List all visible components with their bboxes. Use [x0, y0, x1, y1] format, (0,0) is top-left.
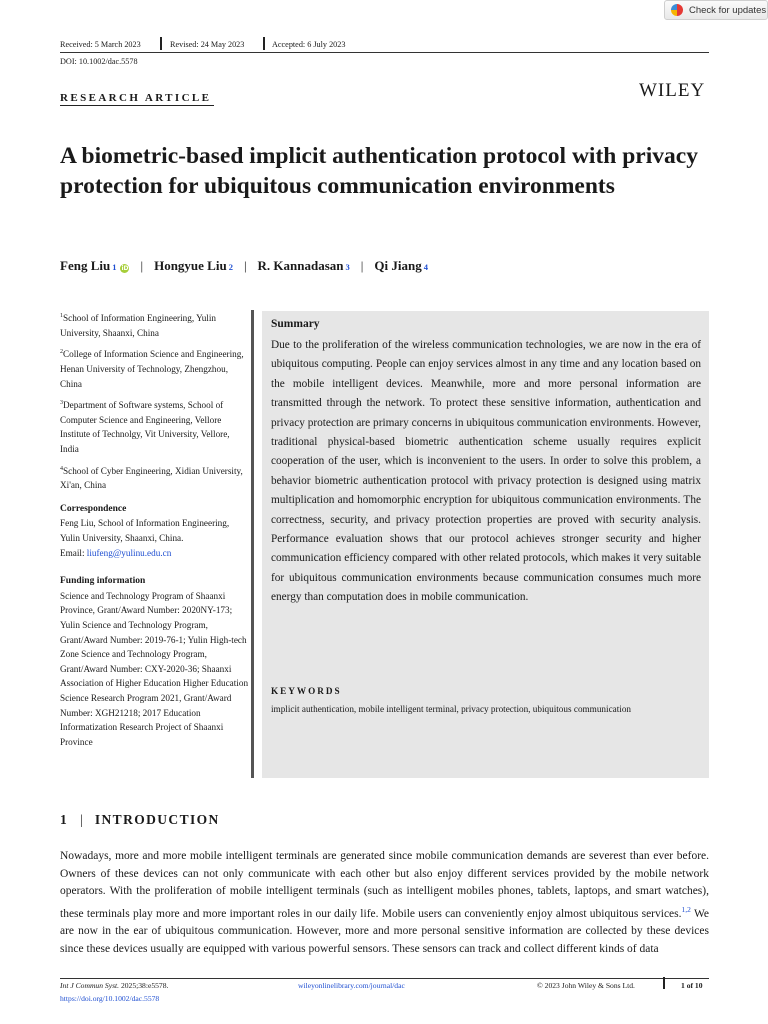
publisher-logo: WILEY — [639, 80, 706, 101]
doi: DOI: 10.1002/dac.5578 — [60, 57, 138, 66]
author-affiliation-ref[interactable]: 2 — [228, 262, 233, 272]
header-divider — [263, 37, 265, 50]
affiliation-number: 4 — [60, 465, 63, 472]
keywords-heading: KEYWORDS — [271, 686, 342, 696]
section-heading — [60, 812, 220, 828]
summary-text: Due to the proliferation of the wireless communication technologies, we are now in the era of ubiquitous computing. People can enjoy services almost in any time and any location based on the mobile intelligent devices. Meanwhile, more and more personal information are transmitted through the network. To protect these sensitive information, authentication and privacy protection are primary concerns in ubiquitous communication environments. However, traditional physical-based biometric authentication scheme usually requires explicit cooperation of the user, which is inconvenient to the users. In order to solve this problem, a behavior biometric authentication protocol with privacy protection is designed using matrix multiplication and homomorphic encryption for ubiquitous communication environments. The correctness, security, and privacy protection properties are proved with security analysis. Performance evaluation shows that our protocol achieves stronger security and higher communication efficiency compared with other related protocols, which makes it very suitable for ubiquitous communication environments because communication consumes much more energy than computation does in mobile communication. — [271, 339, 701, 604]
affiliation-text: College of Information Science and Engineering, Henan University of Technology, Zhengzhou, China — [60, 349, 244, 389]
citation-info: 2025;38:e5578. — [119, 981, 169, 990]
affiliation — [60, 345, 250, 391]
author-separator: | — [243, 258, 247, 273]
affiliation-text: Department of Software systems, School of Computer Science and Engineering, Vellore Institute of Technolgy, Vit University, Vellore, India — [60, 400, 230, 454]
header-rule — [60, 52, 709, 53]
section-number: 1 — [60, 812, 69, 827]
column-divider — [251, 310, 254, 778]
affiliation — [60, 462, 250, 493]
intro-text: Nowadays, more and more mobile intelligent terminals are generated since mobile communication demands are severest than ever before. Owners of these devices can not only communicate with each other but also enjoy different services provided by the mobile network operators. With the proliferation of mobile intelligent terminals (such as intelligent mobiles phones, tablets, laptops, and smart watches), these terminals play more and more important roles in our daily life. Mobile users can conveniently enjoy almost ubiquitous services. — [60, 850, 709, 920]
article-type: RESEARCH ARTICLE — [60, 92, 212, 104]
correspondence-email-line — [60, 546, 250, 561]
footer-doi-link[interactable]: https://doi.org/10.1002/dac.5578 — [60, 994, 160, 1003]
summary-heading: Summary — [271, 318, 320, 330]
header-divider — [160, 37, 162, 50]
affiliations-column — [60, 309, 250, 749]
page-number: 1 of 10 — [681, 981, 703, 990]
received-date: Received: 5 March 2023 — [60, 40, 141, 49]
author-name[interactable]: Feng Liu — [60, 258, 111, 273]
check-for-updates-button[interactable] — [664, 0, 768, 20]
funding-text: Science and Technology Program of Shaanxi Province, Grant/Award Number: 2020NY-173; Yulin Science and Technology Program, Grant/Award Number: 2019-76-1; Yulin High-tech Zone Science and Technology Program, Grant/Award Number: CXY-2020-36; Shaanxi Association of Higher Education Higher Education Science Research Program 2021, Grant/Award Number: XGH21218; 2017 Education Informatization Research Project of Shaanxi Province — [60, 590, 249, 747]
author-name[interactable]: R. Kannadasan — [257, 258, 344, 273]
author-name[interactable]: Hongyue Liu — [154, 258, 227, 273]
check-for-updates-label: Check for updates — [689, 4, 767, 16]
footer-rule — [60, 978, 709, 979]
author-separator: | — [140, 258, 144, 273]
correspondence-heading: Correspondence — [60, 503, 127, 514]
introduction-paragraph — [60, 848, 709, 958]
accepted-date: Accepted: 6 July 2023 — [272, 40, 346, 49]
update-badge-icon — [671, 4, 683, 16]
orcid-icon[interactable]: iD — [121, 265, 129, 272]
email-label: Email: — [60, 547, 85, 558]
author-affiliation-ref[interactable]: 1 — [112, 262, 117, 272]
author-affiliation-ref[interactable]: 4 — [423, 262, 428, 272]
intro-text: We are now in the ear of ubiquitous communication. However, more and more personal sensitive information are collected by these devices since these devices usually are equipped with various powerful sensors. These sensors can track and collect different kinds of data — [60, 907, 709, 955]
author-name[interactable]: Qi Jiang — [374, 258, 422, 273]
section-separator: | — [80, 812, 83, 827]
email-link[interactable]: liufeng@yulinu.edu.cn — [86, 547, 172, 558]
affiliation-number: 2 — [60, 349, 63, 356]
affiliation — [60, 309, 250, 340]
paper-title: A biometric-based implicit authentication protocol with privacy protection for ubiquitous communication environments — [60, 143, 698, 199]
footer-citation — [60, 981, 168, 990]
affiliation-text: School of Cyber Engineering, Xidian University, Xi'an, China — [60, 465, 243, 491]
citation-link[interactable]: 1,2 — [681, 904, 691, 914]
revised-date: Revised: 24 May 2023 — [170, 40, 245, 49]
article-type-rule — [60, 105, 214, 106]
author-affiliation-ref[interactable]: 3 — [345, 262, 350, 272]
author-list — [60, 258, 428, 274]
keywords-text: implicit authentication, mobile intelligent terminal, privacy protection, ubiquitous communication — [271, 704, 632, 714]
affiliation — [60, 396, 250, 456]
affiliation-number: 3 — [60, 400, 63, 407]
correspondence-text: Feng Liu, School of Information Engineering, Yulin University, Shaanxi, China. — [60, 518, 230, 543]
funding-heading: Funding information — [60, 576, 146, 587]
copyright: © 2023 John Wiley & Sons Ltd. — [537, 981, 635, 990]
footer-site-link[interactable]: wileyonlinelibrary.com/journal/dac — [298, 981, 405, 990]
affiliation-number: 1 — [60, 313, 63, 319]
author-separator: | — [360, 258, 364, 273]
journal-name: Int J Commun Syst. — [60, 981, 120, 990]
section-title: INTRODUCTION — [94, 812, 220, 827]
footer-divider — [663, 977, 665, 989]
affiliation-text: School of Information Engineering, Yulin University, Shaanxi, China — [60, 313, 217, 338]
